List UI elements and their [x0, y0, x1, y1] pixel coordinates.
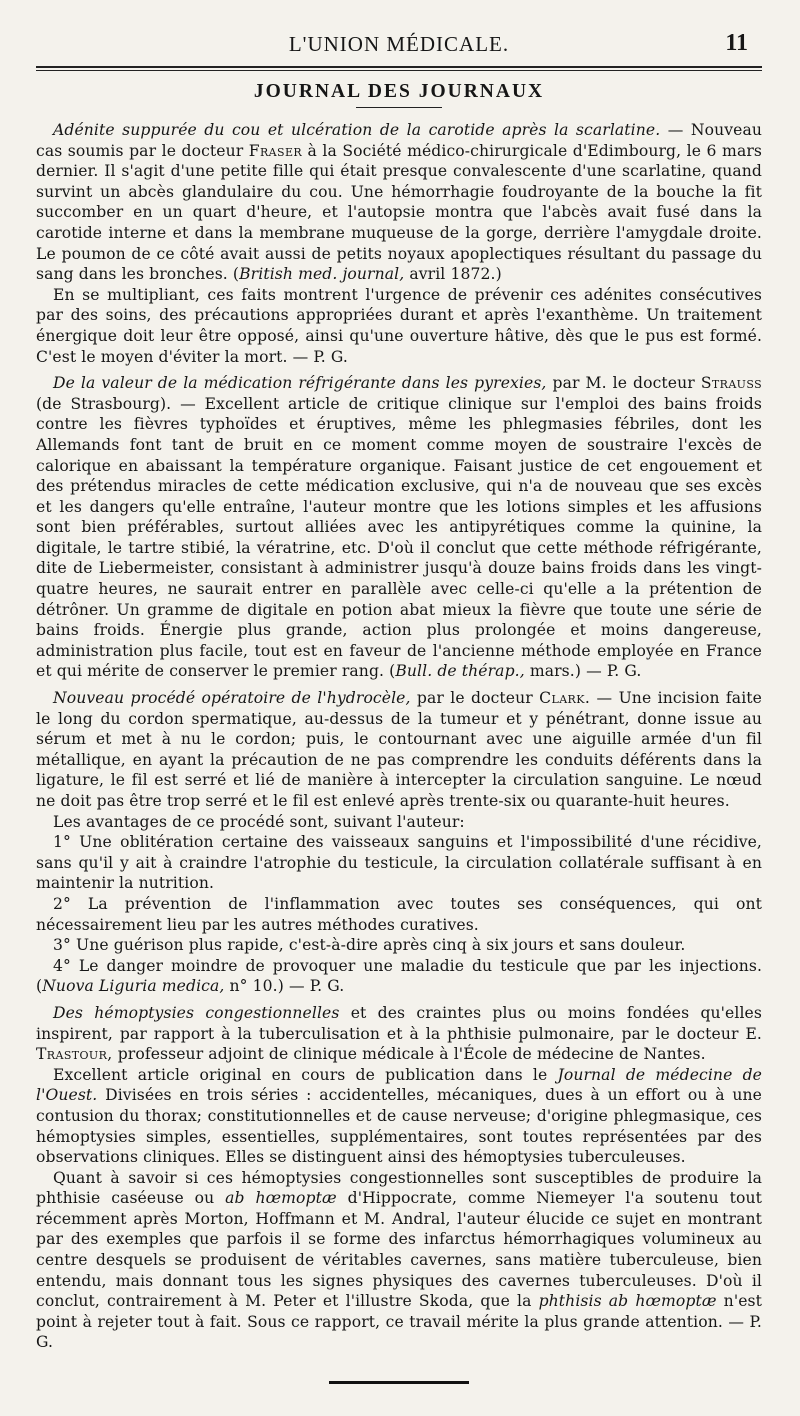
author-name: Fraser — [248, 141, 303, 160]
body-text: à la Société médico-chirurgicale d'Edimbourg, le 6 mars dernier. Il s'agit d'une petite fille qui était presque convalescente d'une scarlatine, quand survint un abcès glandulaire du cou. Une hémorrhagie foudroyante de la bouche la fit succomber en un quart d'heure, et l'autopsie montra que l'abcès avait fusé dans la carotide interne et dans la membrane muqueuse de la gorge, derrière l'amygdale droite. Le poumon de ce côté avait aussi de petits noyaux apoplectiques résultant du passage du sang dans les bronches. ( — [36, 141, 762, 284]
section-title-rule — [356, 107, 442, 108]
italic-text: Bull. de thérap., — [395, 662, 525, 681]
article-4 — [36, 1003, 762, 1353]
body-text: 2° La prévention de l'inflammation avec toutes ses conséquences, qui ont nécessairement lieu par les autres méthodes curatives. — [36, 894, 762, 934]
body-text: n'est point à rejeter tout à fait. Sous ce rapport, ce travail mérite la plus grande attention. — P. G. — [36, 1292, 763, 1352]
author-name: Trastour, — [36, 1045, 113, 1064]
body-text: — Nouveau cas soumis par le docteur — [36, 121, 762, 160]
running-title: L'UNION MÉDICALE. — [288, 32, 510, 56]
article-list — [36, 120, 762, 1353]
article-paragraph — [36, 688, 762, 812]
article-paragraph — [36, 1168, 762, 1353]
body-text: Excellent article original en cours de publication dans le — [53, 1065, 558, 1084]
author-name: Strauss — [700, 374, 763, 393]
italic-text: British med. journal, — [239, 265, 405, 284]
italic-text: Adénite suppurée du cou et ulcération de la carotide après la scarlatine. — [53, 121, 661, 139]
article-paragraph — [36, 956, 762, 997]
body-text: mars.) — P. G. — [524, 662, 642, 681]
article-paragraph — [36, 120, 762, 285]
body-text: par le docteur — [410, 689, 540, 708]
body-text: professeur adjoint de clinique médicale à l'École de médecine de Nantes. — [112, 1045, 706, 1064]
body-text: Les avantages de ce procédé sont, suivant l'auteur: — [53, 812, 465, 831]
body-text: avril 1872.) — [404, 265, 502, 284]
italic-text: ab hœmoptæ — [225, 1189, 337, 1208]
body-text: — Une incision faite le long du cordon spermatique, au-dessus de la tumeur et y pénétrant, donne issue au sérum et met à nu le cordon; puis, le contournant avec une aiguille armée d'un fil métallique, en ayant la précaution de ne pas comprendre les conduits déférents dans la ligature, le fil est serré et lié de manière à intercepter la circulation sanguine. Le nœud ne doit pas être trop serré et le fil est enlevé après trente-six ou quarante-huit heures. — [36, 689, 762, 810]
article-paragraph — [36, 1003, 762, 1065]
article-paragraph — [36, 812, 762, 833]
article-1 — [36, 120, 762, 367]
body-text: 4° Le danger moindre de provoquer une maladie du testicule que par les injections. ( — [36, 956, 762, 996]
end-of-section-rule — [329, 1381, 469, 1384]
italic-text: Nouveau procédé opératoire de l'hydrocèle, — [53, 689, 411, 708]
article-3 — [36, 688, 762, 997]
header-double-rule — [36, 66, 762, 71]
article-paragraph — [36, 373, 762, 682]
article-paragraph — [36, 1065, 762, 1168]
italic-text: Des hémoptysies congestionnelles — [53, 1003, 340, 1022]
section-title: JOURNAL DES JOURNAUX — [253, 81, 545, 102]
running-header — [36, 28, 762, 62]
article-paragraph — [36, 285, 762, 367]
body-text: n° 10.) — P. G. — [224, 977, 345, 996]
body-text: et des craintes plus ou moins fondées qu'elles inspirent, par rapport à la tuberculisation et à la phthisie pulmonaire, par le docteur E. — [36, 1003, 762, 1043]
page-number: 11 — [725, 30, 748, 56]
body-text: (de Strasbourg). — Excellent article de critique clinique sur l'emploi des bains froids contre les fièvres typhoïdes et éruptives, même les phlegmasies fébriles, dont les Allemands font tant de bruit en ce moment comme moyen de soustraire l'excès de calorique en abaissant la température organique. Faisant justice de cet engouement et des prétendus miracles de cette médication exclusive, qui n'a de nouveau que ses excès et les dangers qu'elle entraîne, l'auteur montre que les lotions simples et les affusions sont bien préférables, surtout alliées avec les antipyrétiques comme la quinine, la digitale, le tartre stibié, la vératrine, etc. D'où il conclut que cette méthode réfrigérante, dite de Liebermeister, consistant à administrer jusqu'à douze bains froids dans les vingt-quatre heures, ne saurait entrer en parallèle avec celle-ci qu'elle a la prétention de détrôner. Un gramme de digitale en potion abat mieux la fièvre que toute une série de bains froids. Énergie plus grande, action plus prolongée et moins dangereuse, administration plus facile, tout est en faveur de l'ancienne méthode employée en France et qui mérite de conserver le premier rang. ( — [36, 394, 762, 681]
body-text: par M. le docteur — [546, 374, 701, 393]
italic-text: De la valeur de la médication réfrigérante dans les pyrexies, — [53, 374, 547, 393]
body-text: 1° Une oblitération certaine des vaisseaux sanguins et l'impossibilité d'une récidive, sans qu'il y ait à craindre l'atrophie du testicule, la circulation collatérale suffisant à en maintenir la nutrition. — [36, 833, 762, 893]
italic-text: Nuova Liguria medica, — [42, 977, 225, 996]
body-text: d'Hippocrate, comme Niemeyer l'a soutenu tout récemment après Morton, Hoffmann et M. Andral, l'auteur élucide ce sujet en montrant par des exemples que parfois il se forme des infarctus hémorrhagiques volumineux au centre desquels se produisent de véritables cavernes, sans matière tuberculeuse, bien entendu, mais donnant tous les signes physiques des cavernes tuberculeuses. D'où il conclut, contrairement à M. Peter et l'illustre Skoda, que la — [36, 1189, 762, 1311]
author-name: Clark. — [539, 689, 591, 708]
body-text: Quant à savoir si ces hémoptysies congestionnelles sont susceptibles de produire la phthisie caséeuse ou — [36, 1168, 762, 1208]
article-paragraph — [36, 832, 762, 894]
article-2 — [36, 373, 762, 682]
italic-text: phthisis ab hœmoptæ — [538, 1292, 717, 1311]
body-text: Divisées en trois séries : accidentelles, mécaniques, dues à un effort ou à une contusion du thorax; constitutionnelles et de cause nerveuse; d'origine phlegmasique, ces hémoptysies simples, essentielles, supplémentaires, sont toutes représentées par des observations cliniques. Elles se distinguent ainsi des hémoptysies tuberculeuses. — [36, 1086, 762, 1167]
article-paragraph — [36, 935, 762, 956]
italic-text: Journal de médecine de l'Ouest. — [36, 1065, 762, 1105]
body-text: En se multipliant, ces faits montrent l'urgence de prévenir ces adénites consécutives par des soins, des précautions appropriées durant et après l'exanthème. Un traitement énergique doit leur être opposé, ainsi qu'une ouverture hâtive, dès que le pus est formé. C'est le moyen d'éviter la mort. — P. G. — [36, 285, 762, 366]
article-paragraph — [36, 894, 762, 935]
body-text: 3° Une guérison plus rapide, c'est-à-dire après cinq à six jours et sans douleur. — [53, 936, 686, 955]
